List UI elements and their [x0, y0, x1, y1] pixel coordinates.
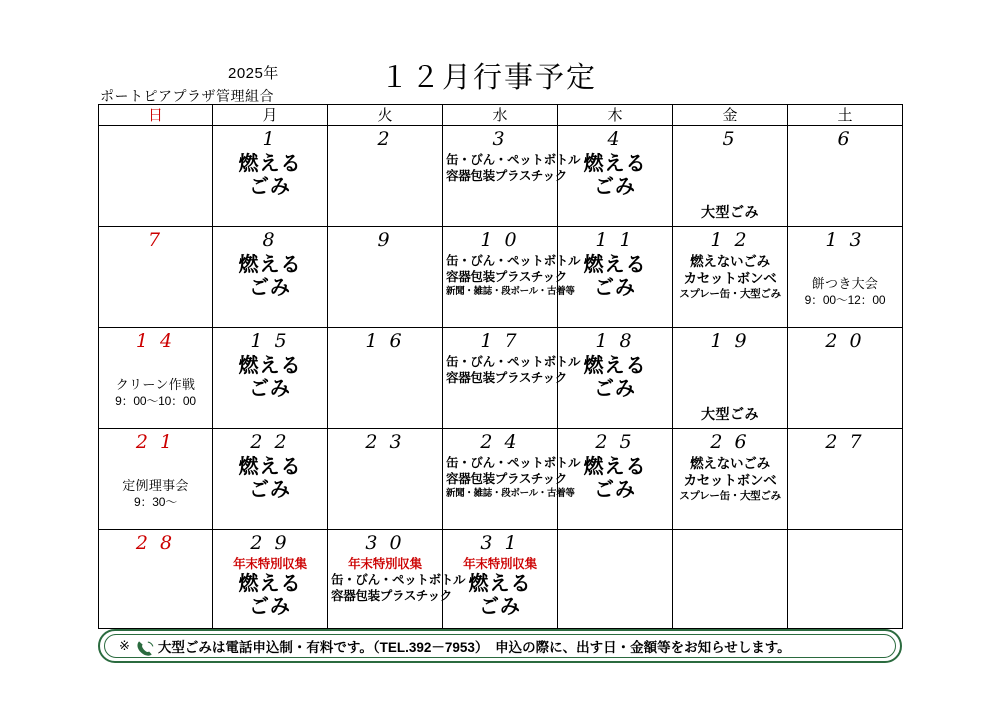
burnable-line2: ごみ: [249, 275, 291, 299]
non-burnable-sub-label: スプレー缶・大型ごみ: [679, 490, 781, 502]
cell-entries: [216, 253, 324, 299]
day-number: 3 1: [480, 532, 520, 554]
calendar-cell-content: [788, 328, 902, 428]
calendar-cell-content: [788, 126, 902, 226]
calendar-cell-content: [99, 328, 212, 428]
calendar-cell: [673, 126, 788, 227]
weekday-header-thu: 木: [558, 105, 673, 126]
recyclable-label: 缶・びん・ペットボトル: [446, 153, 581, 167]
calendar-cell-content: [443, 328, 581, 428]
cell-entries: [561, 253, 669, 299]
calendar-cell-content: [99, 530, 212, 628]
calendar-cell: [558, 429, 673, 530]
weekday-header-mon: 月: [213, 105, 328, 126]
day-number: 2 1: [135, 431, 176, 453]
calendar-cell-content: [443, 429, 581, 529]
day-number: 1 3: [825, 229, 865, 251]
calendar-cell-content: [673, 328, 787, 428]
calendar-cell: [99, 530, 213, 629]
day-number: 4: [607, 128, 623, 150]
note-text: 大型ごみは電話申込制・有料です。（TEL.392－7953） 申込の際に、出す日・金額等をお知らせします。: [157, 640, 791, 655]
calendar-cell-content: [328, 227, 442, 327]
recyclable-label: 缶・びん・ペットボトル: [331, 573, 466, 587]
day-number: 1 7: [480, 330, 520, 352]
yearend-special-label: 年末特別収集: [348, 557, 422, 571]
calendar-cell-content: [328, 328, 442, 428]
calendar-cell-content: [558, 530, 672, 628]
event-time-label: 9：00～10：00: [115, 394, 196, 408]
cell-entries: [331, 556, 466, 604]
cell-entries: [561, 455, 669, 501]
cell-entries: [673, 404, 787, 424]
burnable-line2: ごみ: [249, 477, 291, 501]
recyclable-label: 容器包装プラスチック: [446, 371, 568, 385]
calendar-cell: [443, 227, 581, 328]
burnable-line1: 燃える: [238, 454, 302, 478]
burnable-line2: ごみ: [249, 376, 291, 400]
calendar-cell-content: [213, 328, 327, 428]
burnable-line2: ごみ: [479, 594, 521, 618]
calendar-cell: [788, 328, 903, 429]
recyclable-label: 容器包装プラスチック: [446, 472, 568, 486]
burnable-line1: 燃える: [238, 151, 302, 175]
burnable-line2: ごみ: [249, 594, 291, 618]
calendar-cell: [328, 530, 466, 629]
cell-entries: [676, 455, 784, 503]
note-mark: ※: [119, 638, 130, 653]
calendar-cell-content: [328, 429, 442, 529]
calendar-cell: [213, 429, 328, 530]
calendar-cell-content: [673, 429, 787, 529]
day-number: 1 8: [595, 330, 635, 352]
event-label: 定例理事会: [122, 478, 189, 493]
calendar-cell: [213, 227, 328, 328]
calendar-cell-content: [788, 227, 902, 327]
event-label: クリーン作戦: [115, 377, 196, 392]
recyclable-label: 缶・びん・ペットボトル: [446, 456, 581, 470]
day-number: 2 9: [250, 532, 290, 554]
cell-entries: [788, 275, 902, 308]
calendar-cell-content: [213, 227, 327, 327]
cell-entries: [673, 202, 787, 222]
paper-recyclable-label: 新聞・雑誌・段ボール・古着等: [446, 286, 575, 297]
calendar-cell-content: [558, 328, 672, 428]
weekday-header-fri: 金: [673, 105, 788, 126]
year-label: 2025年: [228, 65, 279, 82]
day-number: 1: [262, 128, 278, 150]
calendar-cell-content: [788, 530, 902, 628]
weekday-header-row: [99, 105, 903, 126]
burnable-waste-label: [561, 152, 669, 198]
cell-entries: [216, 455, 324, 501]
calendar-cell: [788, 429, 903, 530]
recyclable-label: 缶・びん・ペットボトル: [446, 254, 581, 268]
cell-entries: [446, 253, 581, 298]
calendar-cell: [328, 429, 443, 530]
calendar-cell-content: [213, 530, 327, 628]
calendar-cell: [558, 227, 673, 328]
day-number: 6: [837, 128, 853, 150]
calendar-cell: [213, 328, 328, 429]
calendar-cell: [673, 429, 788, 530]
calendar-cell: [99, 328, 213, 429]
calendar-cell-content: [99, 126, 212, 226]
calendar-week-row: [99, 227, 903, 328]
burnable-line2: ごみ: [594, 174, 636, 198]
burnable-line1: 燃える: [238, 252, 302, 276]
calendar-week-row: [99, 429, 903, 530]
burnable-waste-label: [561, 455, 669, 501]
calendar-cell: [443, 328, 581, 429]
day-number: 2 5: [595, 431, 635, 453]
calendar-cell: [99, 429, 213, 530]
burnable-line1: 燃える: [583, 151, 647, 175]
burnable-line2: ごみ: [249, 174, 291, 198]
cell-entries: [216, 556, 324, 618]
burnable-waste-label: [446, 572, 554, 618]
calendar-cell: [673, 530, 788, 629]
calendar-cell-content: [443, 227, 581, 327]
calendar-cell: [99, 227, 213, 328]
non-burnable-label: 燃えないごみ: [690, 456, 770, 471]
day-number: 2 8: [135, 532, 176, 554]
event-time-label: 9：30～: [133, 495, 178, 509]
calendar-cell-content: [558, 126, 672, 226]
cell-entries: [216, 152, 324, 198]
burnable-line2: ごみ: [594, 477, 636, 501]
calendar-cell-content: [673, 530, 787, 628]
weekday-header-tue: 火: [328, 105, 443, 126]
burnable-waste-label: [216, 572, 324, 618]
day-number: 9: [377, 229, 393, 251]
calendar-cell-content: [99, 429, 212, 529]
day-number: 1 2: [710, 229, 750, 251]
cell-entries: [676, 253, 784, 301]
recyclable-label: 容器包装プラスチック: [331, 589, 453, 603]
burnable-line2: ごみ: [594, 376, 636, 400]
burnable-line2: ごみ: [594, 275, 636, 299]
day-number: 1 1: [595, 229, 635, 251]
calendar-cell: [788, 227, 903, 328]
non-burnable-label: カセットボンベ: [683, 473, 777, 488]
calendar-cell: [213, 126, 328, 227]
cell-entries: [561, 152, 669, 198]
calendar-cell: [328, 328, 443, 429]
calendar-cell: [558, 126, 673, 227]
cell-entries: [446, 556, 554, 618]
day-number: 1 6: [365, 330, 405, 352]
day-number: 2 6: [710, 431, 750, 453]
calendar-body: [99, 126, 903, 629]
calendar-cell: [443, 126, 581, 227]
calendar-cell: [558, 328, 673, 429]
burnable-line1: 燃える: [583, 252, 647, 276]
calendar-cell-content: [99, 227, 212, 327]
day-number: 2 3: [365, 431, 405, 453]
calendar-cell-content: [443, 530, 557, 628]
calendar-cell-content: [558, 227, 672, 327]
calendar-cell-content: [788, 429, 902, 529]
day-number: 2: [377, 128, 393, 150]
day-number: 1 4: [135, 330, 176, 352]
cell-entries: [446, 152, 581, 184]
calendar-cell-content: [328, 530, 466, 628]
phone-icon: [136, 640, 155, 657]
day-number: 1 0: [480, 229, 520, 251]
footer-note: [98, 629, 902, 663]
calendar-cell: [328, 126, 443, 227]
calendar-cell: [558, 530, 673, 629]
document-header: [0, 0, 1000, 104]
calendar-week-row: [99, 328, 903, 429]
burnable-line1: 燃える: [238, 571, 302, 595]
burnable-waste-label: [216, 253, 324, 299]
calendar-table: [98, 104, 903, 629]
burnable-waste-label: [216, 354, 324, 400]
calendar-cell-content: [328, 126, 442, 226]
burnable-waste-label: [216, 455, 324, 501]
day-number: 3 0: [365, 532, 405, 554]
burnable-line1: 燃える: [238, 353, 302, 377]
day-number: 1 9: [710, 330, 750, 352]
calendar-cell: [788, 530, 903, 629]
day-number: 7: [147, 229, 164, 251]
page-title: １２月行事予定: [380, 60, 598, 94]
burnable-line1: 燃える: [583, 353, 647, 377]
burnable-line1: 燃える: [583, 454, 647, 478]
calendar-cell-content: [443, 126, 581, 226]
burnable-line1: 燃える: [468, 571, 532, 595]
event-label: 餅つき大会: [811, 276, 879, 291]
day-number: 5: [722, 128, 738, 150]
calendar-week-row: [99, 126, 903, 227]
paper-recyclable-label: 新聞・雑誌・段ボール・古着等: [446, 488, 575, 499]
cell-entries: [99, 376, 212, 409]
day-number: 1 5: [250, 330, 290, 352]
burnable-waste-label: [216, 152, 324, 198]
calendar-cell: [443, 530, 558, 629]
organization-label: ポートピアプラザ管理組合: [100, 88, 274, 104]
calendar-cell: [213, 530, 328, 629]
cell-entries: [446, 354, 581, 386]
event-time-label: 9：00～12：00: [804, 293, 886, 307]
bulky-waste-label: 大型ごみ: [701, 204, 759, 220]
calendar-week-row: [99, 530, 903, 629]
cell-entries: [99, 477, 212, 510]
calendar-cell: [443, 429, 581, 530]
footer-note-inner: [104, 634, 896, 658]
weekday-header-wed: 水: [443, 105, 558, 126]
burnable-waste-label: [561, 253, 669, 299]
calendar-cell-content: [558, 429, 672, 529]
calendar-cell: [328, 227, 443, 328]
weekday-header-sun: 日: [99, 105, 213, 126]
cell-entries: [446, 455, 581, 500]
recyclable-label: 缶・びん・ペットボトル: [446, 355, 581, 369]
calendar-cell-content: [673, 227, 787, 327]
cell-entries: [216, 354, 324, 400]
weekday-header-sat: 土: [788, 105, 903, 126]
day-number: 3: [492, 128, 508, 150]
calendar-cell: [673, 227, 788, 328]
bulky-waste-label: 大型ごみ: [701, 406, 759, 422]
cell-entries: [561, 354, 669, 400]
recyclable-label: 容器包装プラスチック: [446, 169, 568, 183]
calendar-cell: [673, 328, 788, 429]
non-burnable-label: 燃えないごみ: [690, 254, 770, 269]
burnable-waste-label: [561, 354, 669, 400]
day-number: 2 0: [825, 330, 865, 352]
day-number: 2 7: [825, 431, 865, 453]
calendar-cell-content: [213, 429, 327, 529]
calendar-cell: [788, 126, 903, 227]
recyclable-label: 容器包装プラスチック: [446, 270, 568, 284]
non-burnable-label: カセットボンベ: [683, 271, 777, 286]
day-number: 2 2: [250, 431, 290, 453]
calendar-cell-content: [213, 126, 327, 226]
day-number: 8: [262, 229, 278, 251]
non-burnable-sub-label: スプレー缶・大型ごみ: [679, 288, 781, 300]
day-number: 2 4: [480, 431, 520, 453]
calendar-cell: [99, 126, 213, 227]
calendar-cell-content: [673, 126, 787, 226]
yearend-special-label: 年末特別収集: [463, 557, 537, 571]
yearend-special-label: 年末特別収集: [233, 557, 307, 571]
